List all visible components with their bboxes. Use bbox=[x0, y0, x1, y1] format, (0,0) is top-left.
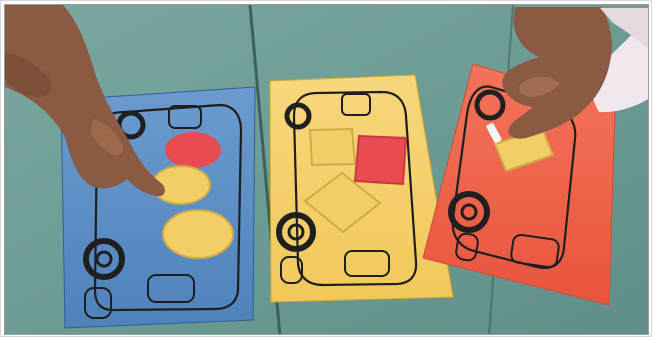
photo-illustration bbox=[5, 5, 649, 335]
photo bbox=[4, 4, 649, 335]
sponge-red-circle bbox=[165, 132, 221, 168]
sponge-yellow-circle-bottom bbox=[163, 210, 233, 258]
sponge-red-square bbox=[355, 136, 406, 184]
sponge-yellow-square-left bbox=[310, 129, 355, 165]
